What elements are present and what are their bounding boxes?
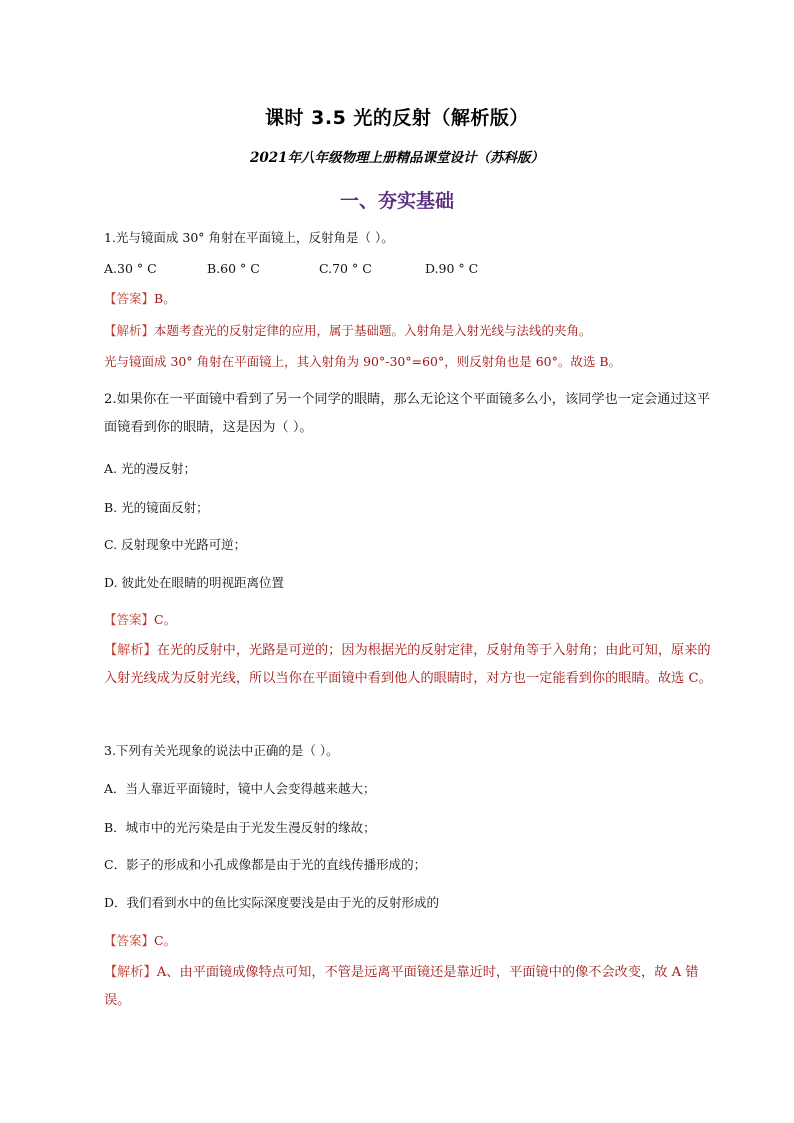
page-subtitle: 2021年八年级物理上册精品课堂设计（苏科版） bbox=[249, 150, 545, 166]
q1-answer bbox=[104, 291, 176, 307]
q2-option-c: C. 反射现象中光路可逆； bbox=[104, 537, 247, 552]
q1-option-d: D.90 ° C bbox=[425, 261, 479, 276]
q1-option-c: C.70 ° C bbox=[319, 261, 372, 276]
q3-option-c: C．影子的形成和小孔成像都是由于光的直线传播形成的； bbox=[104, 857, 427, 872]
analysis-tag: 【解析】 bbox=[104, 323, 155, 338]
q1-stem: 1.光与镜面成 30° 角射在平面镜上，反射角是（ ）。 bbox=[104, 230, 394, 245]
q3-analysis bbox=[104, 959, 722, 1015]
analysis-text: 本题考查光的反射定律的应用，属于基础题。入射角是入射光线与法线的夹角。 bbox=[154, 323, 592, 338]
analysis-tag: 【解析】 bbox=[104, 643, 157, 658]
q1-options bbox=[104, 261, 478, 277]
q2-option-d: D. 彼此处在眼睛的明视距离位置 bbox=[104, 575, 285, 590]
q2-answer bbox=[104, 612, 176, 628]
q1-option-a: A.30 ° C bbox=[104, 261, 157, 276]
q3-option-d: D．我们看到水中的鱼比实际深度要浅是由于光的反射形成的 bbox=[104, 895, 440, 910]
q2-option-b: B. 光的镜面反射； bbox=[104, 500, 209, 515]
q1-analysis-continued: 光与镜面成 30° 角射在平面镜上，其入射角为 90°-30°=60°，则反射角也是 60°。故选 B。 bbox=[104, 354, 622, 369]
q1-analysis bbox=[104, 323, 592, 339]
answer-text: C。 bbox=[154, 612, 177, 627]
page-title: 课时 3.5 光的反射（解析版） bbox=[265, 107, 529, 129]
q2-analysis bbox=[104, 637, 722, 693]
analysis-tag: 【解析】 bbox=[104, 965, 157, 980]
q2-stem: 2.如果你在一平面镜中看到了另一个同学的眼睛，那么无论这个平面镜多么小，该同学也一定会通过这平面镜看到你的眼睛，这是因为（ ）。 bbox=[104, 392, 711, 435]
section-heading: 一、夯实基础 bbox=[339, 190, 454, 212]
answer-tag: 【答案】 bbox=[104, 291, 155, 306]
answer-text: C。 bbox=[154, 933, 177, 948]
answer-tag: 【答案】 bbox=[104, 933, 155, 948]
q3-stem: 3.下列有关光现象的说法中正确的是（ ）。 bbox=[104, 743, 339, 758]
q2-option-a: A. 光的漫反射； bbox=[104, 461, 196, 476]
answer-tag: 【答案】 bbox=[104, 612, 155, 627]
analysis-text: 在光的反射中，光路是可逆的；因为根据光的反射定律，反射角等于入射角；由此可知，原来的入射光线成为反射光线，所以当你在平面镜中看到他人的眼睛时，对方也一定能看到你的眼睛。故选 C。 bbox=[104, 643, 712, 686]
answer-text: B。 bbox=[154, 291, 176, 306]
analysis-text: A、由平面镜成像特点可知，不管是远离平面镜还是靠近时，平面镜中的像不会改变，故 A 错误。 bbox=[104, 965, 699, 1008]
q3-answer bbox=[104, 933, 176, 949]
q3-option-a: A．当人靠近平面镜时，镜中人会变得越来越大； bbox=[104, 781, 376, 796]
q1-option-b: B.60 ° C bbox=[207, 261, 260, 276]
q3-option-b: B．城市中的光污染是由于光发生漫反射的缘故； bbox=[104, 820, 376, 835]
